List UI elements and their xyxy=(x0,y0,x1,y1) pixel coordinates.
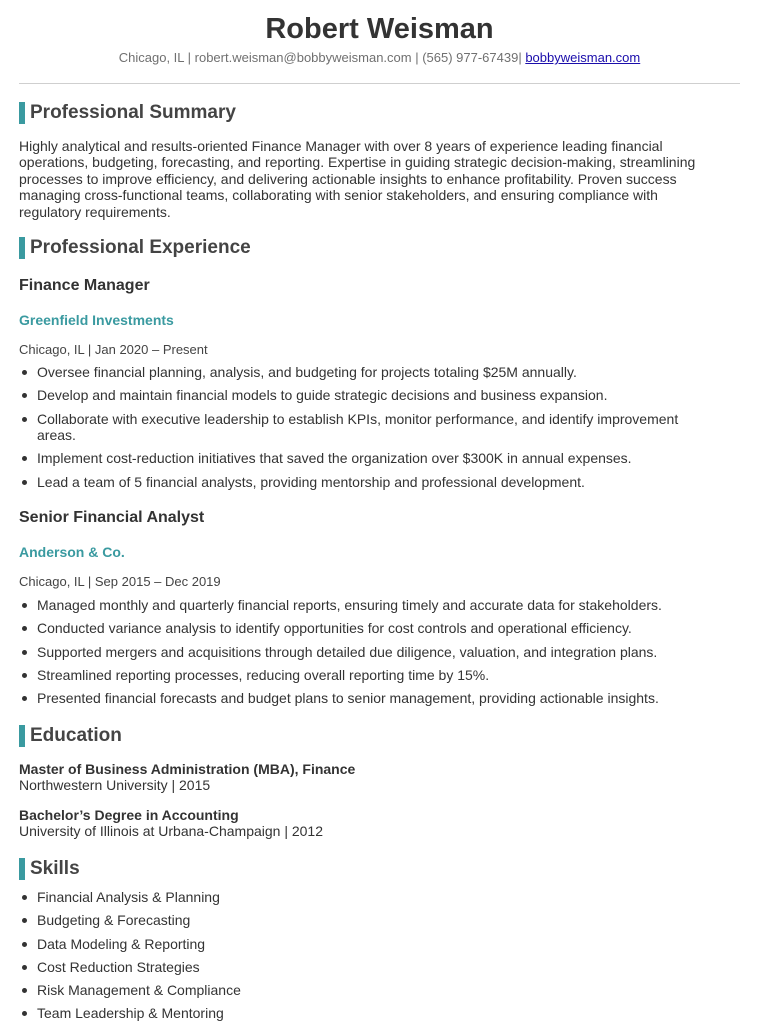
list-item: Collaborate with executive leadership to establish KPIs, monitor performance, and identify improvement areas. xyxy=(19,411,719,444)
list-item: Oversee financial planning, analysis, and budgeting for projects totaling $25M annually. xyxy=(19,364,719,380)
contact-details: Chicago, IL | robert.weisman@bobbyweisman.com | (565) 977-67439| xyxy=(118,50,526,65)
section-title-education: Education xyxy=(19,725,122,747)
skills-list xyxy=(19,889,719,1029)
website-link[interactable]: bobbyweisman.com xyxy=(525,50,641,65)
section-title-experience: Professional Experience xyxy=(19,237,251,259)
list-item: Conducted variance analysis to identify opportunities for cost controls and operational efficiency. xyxy=(19,620,719,636)
list-item: Managed monthly and quarterly financial reports, ensuring timely and accurate data for stakeholders. xyxy=(19,597,719,613)
contact-line xyxy=(19,50,740,66)
list-item: Lead a team of 5 financial analysts, providing mentorship and professional development. xyxy=(19,474,719,490)
list-item: Develop and maintain financial models to guide strategic decisions and business expansion. xyxy=(19,387,719,403)
list-item: Supported mergers and acquisitions through detailed due diligence, valuation, and integration plans. xyxy=(19,644,719,660)
skill-item: Budgeting & Forecasting xyxy=(19,912,719,928)
company-name: Greenfield Investments xyxy=(19,312,174,328)
list-item: Presented financial forecasts and budget plans to senior management, providing actionable insights. xyxy=(19,690,719,706)
education-degree: Bachelor’s Degree in Accounting xyxy=(19,807,239,823)
job-meta: Chicago, IL | Sep 2015 – Dec 2019 xyxy=(19,574,221,589)
skill-item: Team Leadership & Mentoring xyxy=(19,1005,719,1021)
skill-item: Data Modeling & Reporting xyxy=(19,936,719,952)
skill-item: Financial Analysis & Planning xyxy=(19,889,719,905)
header-divider xyxy=(19,83,740,84)
section-title-summary: Professional Summary xyxy=(19,102,236,124)
education-school: University of Illinois at Urbana-Champaign | 2012 xyxy=(19,823,324,839)
job-meta: Chicago, IL | Jan 2020 – Present xyxy=(19,342,208,357)
job-bullets xyxy=(19,597,719,713)
list-item: Implement cost-reduction initiatives that saved the organization over $300K in annual expenses. xyxy=(19,450,719,466)
job-title: Finance Manager xyxy=(19,277,150,294)
company-name: Anderson & Co. xyxy=(19,544,125,560)
section-accent-bar xyxy=(19,102,25,124)
list-item: Streamlined reporting processes, reducing overall reporting time by 15%. xyxy=(19,667,719,683)
section-accent-bar xyxy=(19,725,25,747)
section-title-skills: Skills xyxy=(19,858,80,880)
education-school: Northwestern University | 2015 xyxy=(19,777,211,793)
education-degree: Master of Business Administration (MBA), Finance xyxy=(19,761,356,777)
skill-item: Cost Reduction Strategies xyxy=(19,959,719,975)
section-accent-bar xyxy=(19,858,25,880)
job-bullets xyxy=(19,364,719,497)
skill-item: Risk Management & Compliance xyxy=(19,982,719,998)
candidate-name: Robert Weisman xyxy=(265,13,494,45)
section-accent-bar xyxy=(19,237,25,259)
job-title: Senior Financial Analyst xyxy=(19,509,205,526)
summary-text: Highly analytical and results-oriented Finance Manager with over 8 years of experience leading financial operations, budgeting, forecasting, and reporting. Expertise in guiding strategic decision-making, streamlining processes to improve efficiency, and delivering actionable insights to enhance profitability. Proven success managing cross-functional teams, collaborating with senior stakeholders, and ensuring compliance with regulatory requirements. xyxy=(19,138,696,220)
